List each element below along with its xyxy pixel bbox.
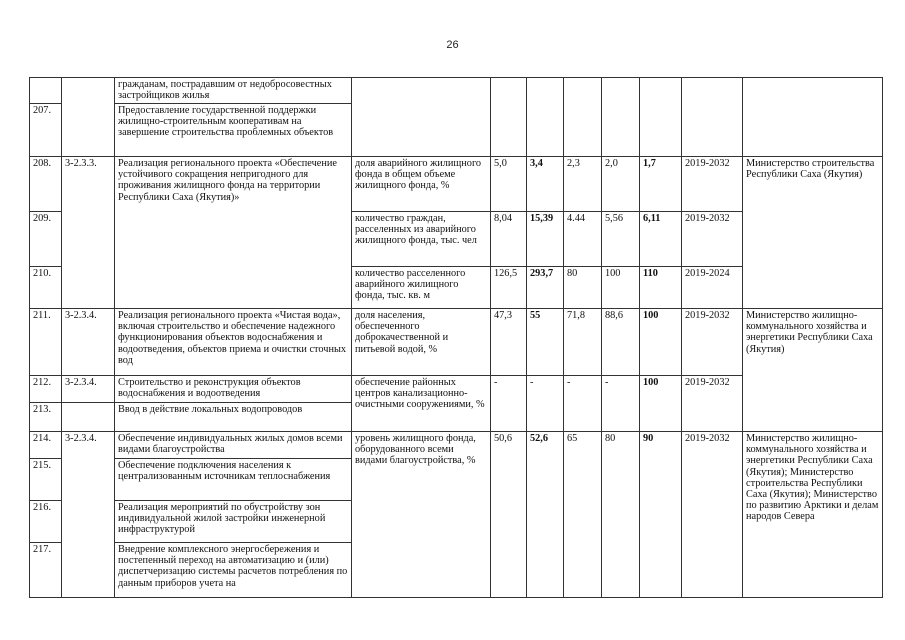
row-executor: Министерство жилищно-коммунального хозяйства и энергетики Республики Саха (Якутия); Министерство строительства Республики Саха (Якутия); Министерство по развитию Арктики и делам народов Севера xyxy=(743,432,883,598)
row-executor: Министерство жилищно-коммунального хозяйства и энергетики Республики Саха (Якутия) xyxy=(743,309,883,432)
value-cell: 6,11 xyxy=(640,212,682,267)
value-cell: 5,56 xyxy=(602,212,640,267)
value-cell: - xyxy=(527,376,564,432)
value-cell: - xyxy=(564,376,602,432)
row-code: 3-2.3.4. xyxy=(62,309,115,376)
row-period: 2019-2032 xyxy=(682,376,743,432)
value-cell: 2,3 xyxy=(564,157,602,212)
row-period: 2019-2032 xyxy=(682,157,743,212)
value-cell: 100 xyxy=(640,309,682,376)
row-indicator: количество граждан, расселенных из аварийного жилищного фонда, тыс. чел xyxy=(352,212,491,267)
value-cell: 80 xyxy=(564,267,602,309)
value-cell: 90 xyxy=(640,432,682,598)
row-task: Реализация регионального проекта «Обеспечение устойчивого сокращения непригодного для проживания жилищного фонда на территории Республики Саха (Якутия)» xyxy=(115,157,352,309)
value-cell: 55 xyxy=(527,309,564,376)
value-cell: 47,3 xyxy=(491,309,527,376)
row-number: 207. xyxy=(30,104,62,157)
row-task: Внедрение комплексного энергосбережения и постепенный переход на автоматизацию и (или) диспетчеризацию системы расчетов потребления по данным приборов учета на xyxy=(115,543,352,598)
row-number: 212. xyxy=(30,376,62,403)
value-cell: - xyxy=(602,376,640,432)
value-cell: 126,5 xyxy=(491,267,527,309)
program-table xyxy=(29,77,883,598)
value-cell: 100 xyxy=(640,376,682,432)
row-indicator: количество расселенного аварийного жилищного фонда, тыс. кв. м xyxy=(352,267,491,309)
row-task: Обеспечение подключения населения к централизованным источникам теплоснабжения xyxy=(115,459,352,501)
row-period: 2019-2032 xyxy=(682,309,743,376)
row-number xyxy=(30,78,62,104)
value-cell: 3,4 xyxy=(527,157,564,212)
row-code xyxy=(62,78,115,157)
row-period: 2019-2032 xyxy=(682,212,743,267)
value-cell: - xyxy=(491,376,527,432)
row-task: Предоставление государственной поддержки жилищно-строительным кооперативам на завершение строительства проблемных объектов xyxy=(115,104,352,157)
table-row xyxy=(30,432,883,459)
table-row xyxy=(30,309,883,376)
row-task: Ввод в действие локальных водопроводов xyxy=(115,403,352,432)
row-number: 208. xyxy=(30,157,62,212)
value-cell: 71,8 xyxy=(564,309,602,376)
value-cell: 88,6 xyxy=(602,309,640,376)
row-indicator xyxy=(352,78,491,157)
row-number: 214. xyxy=(30,432,62,459)
row-indicator: доля аварийного жилищного фонда в общем объеме жилищного фонда, % xyxy=(352,157,491,212)
row-number: 211. xyxy=(30,309,62,376)
value-cell: 4.44 xyxy=(564,212,602,267)
row-code: 3-2.3.4. xyxy=(62,432,115,598)
row-task: Реализация мероприятий по обустройству зон индивидуальной жилой застройки инженерной инфраструктурой xyxy=(115,501,352,543)
value-cell: 15,39 xyxy=(527,212,564,267)
row-code: 3-2.3.3. xyxy=(62,157,115,309)
row-task: гражданам, пострадавшим от недобросовестных застройщиков жилья xyxy=(115,78,352,104)
value-cell: 50,6 xyxy=(491,432,527,598)
row-number: 216. xyxy=(30,501,62,543)
row-task: Строительство и реконструкция объектов водоснабжения и водоотведения xyxy=(115,376,352,403)
row-period: 2019-2024 xyxy=(682,267,743,309)
row-indicator: обеспечение районных центров канализационно-очистными сооружениями, % xyxy=(352,376,491,432)
row-code xyxy=(62,403,115,432)
value-cell: 1,7 xyxy=(640,157,682,212)
row-indicator: уровень жилищного фонда, оборудованного всеми видами благоустройства, % xyxy=(352,432,491,598)
row-number: 217. xyxy=(30,543,62,598)
row-number: 215. xyxy=(30,459,62,501)
value-cell: 80 xyxy=(602,432,640,598)
row-number: 209. xyxy=(30,212,62,267)
value-cell: 65 xyxy=(564,432,602,598)
row-period: 2019-2032 xyxy=(682,432,743,598)
value-cell: 52,6 xyxy=(527,432,564,598)
row-code: 3-2.3.4. xyxy=(62,376,115,403)
table-row xyxy=(30,157,883,212)
row-executor: Министерство строительства Республики Саха (Якутия) xyxy=(743,157,883,309)
page-number: 26 xyxy=(446,39,459,51)
row-task: Обеспечение индивидуальных жилых домов всеми видами благоустройства xyxy=(115,432,352,459)
value-cell: 2,0 xyxy=(602,157,640,212)
row-task: Реализация регионального проекта «Чистая вода», включая строительство и обеспечение надежного функционирования объектов водоснабжения и водоотведения, объектов приема и очистки сточных вод xyxy=(115,309,352,376)
value-cell: 8,04 xyxy=(491,212,527,267)
value-cell: 5,0 xyxy=(491,157,527,212)
table-row xyxy=(30,78,883,104)
value-cell: 100 xyxy=(602,267,640,309)
row-number: 210. xyxy=(30,267,62,309)
value-cell: 110 xyxy=(640,267,682,309)
row-number: 213. xyxy=(30,403,62,432)
value-cell: 293,7 xyxy=(527,267,564,309)
row-indicator: доля населения, обеспеченного доброкачественной и питьевой водой, % xyxy=(352,309,491,376)
